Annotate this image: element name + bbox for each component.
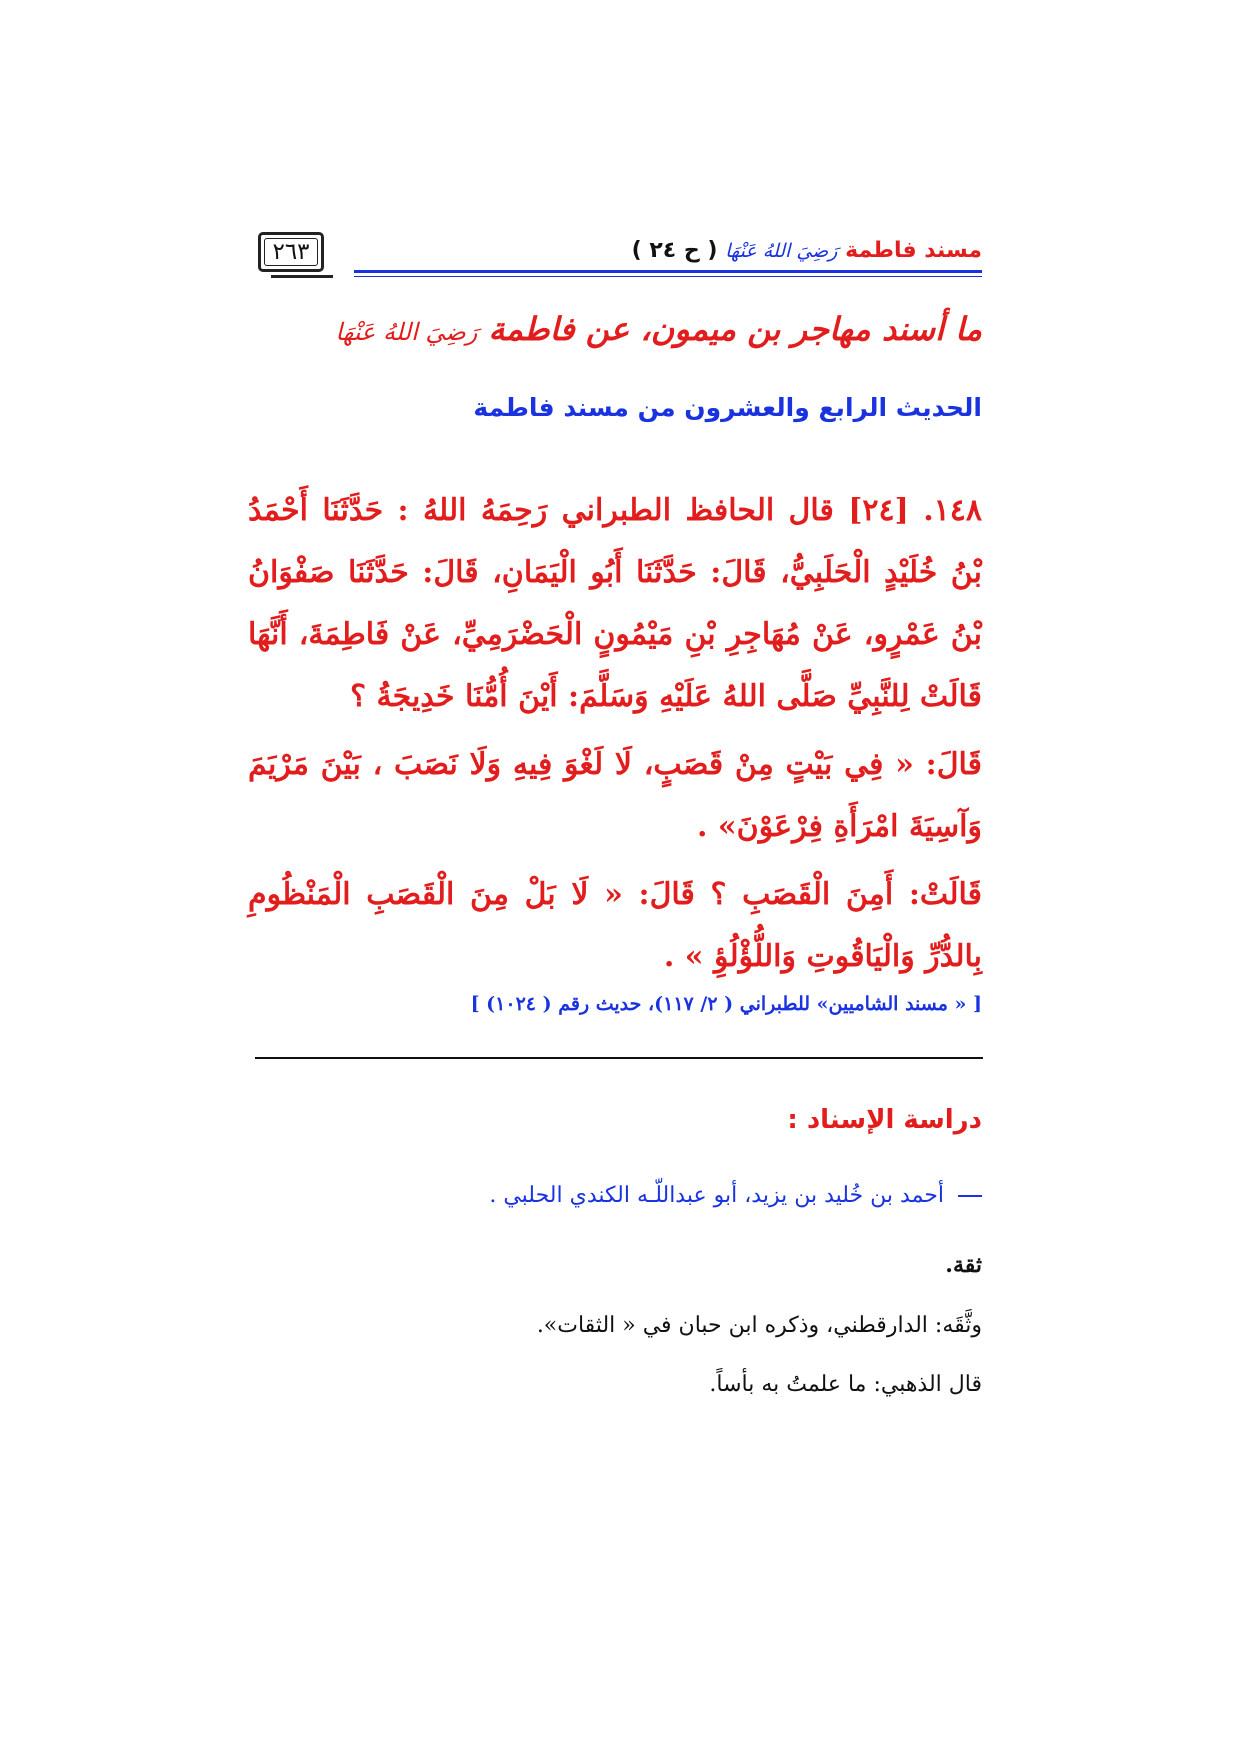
running-title: مسند فاطمة <box>845 238 982 263</box>
narrator-note: وثَّقَه: الدارقطني، وذكره ابن حبان في « الثقات». <box>536 1313 982 1338</box>
hadith-paragraph: قَالَ: « فِي بَيْتٍ مِنْ قَصَبٍ، لَا لَغْوَ فِيهِ وَلَا نَصَبَ ، بَيْنَ مَرْيَمَ وَآسِيَةَ امْرَأَةِ فِرْعَوْنَ» . <box>248 747 982 844</box>
page-number <box>258 232 324 272</box>
header-rule <box>354 270 982 273</box>
section-title-text: ما أسند مهاجر بن ميمون، عن فاطمة <box>488 310 982 348</box>
dash-bullet <box>958 1195 982 1197</box>
narrator-entry <box>489 1183 982 1208</box>
hadith-paragraph: ١٤٨. [٢٤] قال الحافظ الطبراني رَحِمَهُ اللهُ : حَدَّثَنَا أَحْمَدُ بْنُ خُلَيْدٍ الْحَلَبِيُّ، قَالَ: حَدَّثَنَا أَبُو الْيَمَانِ، قَالَ: حَدَّثَنَا صَفْوَانُ بْنُ عَمْرٍو، عَنْ مُهَاجِرِ بْنِ مَيْمُونٍ الْحَضْرَمِيِّ، عَنْ فَاطِمَةَ، أَنَّهَا قَالَتْ لِلنَّبِيِّ صَلَّى اللهُ عَلَيْهِ وَسَلَّمَ: أَيْنَ أُمُّنَا خَدِيجَةُ ؟ <box>248 493 982 714</box>
page-number-text: ٢٦٣ <box>272 239 310 265</box>
narrator-grade: ثقة. <box>945 1252 982 1278</box>
narrator-name: أحمد بن خُليد بن يزيد، أبو عبداللّـه الكندي الحلبي . <box>489 1183 944 1208</box>
header-rule-thin <box>354 276 982 277</box>
narrator-note: قال الذهبي: ما علمتُ به بأساً. <box>709 1372 982 1397</box>
study-heading: دراسة الإسناد : <box>787 1105 982 1135</box>
hadith-text <box>248 480 982 994</box>
source-citation: [ « مسند الشاميين» للطبراني ( ٢/ ١١٧)، حديث رقم ( ١٠٢٤) ] <box>470 993 982 1015</box>
hadith-paragraph: قَالَتْ: أَمِنَ الْقَصَبِ ؟ قَالَ: « لَا بَلْ مِنَ الْقَصَبِ الْمَنْظُومِ بِالدُّرِّ وَالْيَاقُوتِ وَاللُّؤْلُؤِ » . <box>248 877 982 974</box>
section-title <box>335 310 982 348</box>
hadith-reference: ( ح ٢٤ ) <box>631 238 718 263</box>
running-header <box>632 238 982 263</box>
hadith-subtitle: الحديث الرابع والعشرون من مسند فاطمة <box>473 393 982 422</box>
section-title-honorific: رَضِيَ اللهُ عَنْهَا <box>335 318 478 346</box>
section-divider <box>255 1057 983 1059</box>
running-honorific: رَضِيَ اللهُ عَنْهَا <box>725 240 838 262</box>
